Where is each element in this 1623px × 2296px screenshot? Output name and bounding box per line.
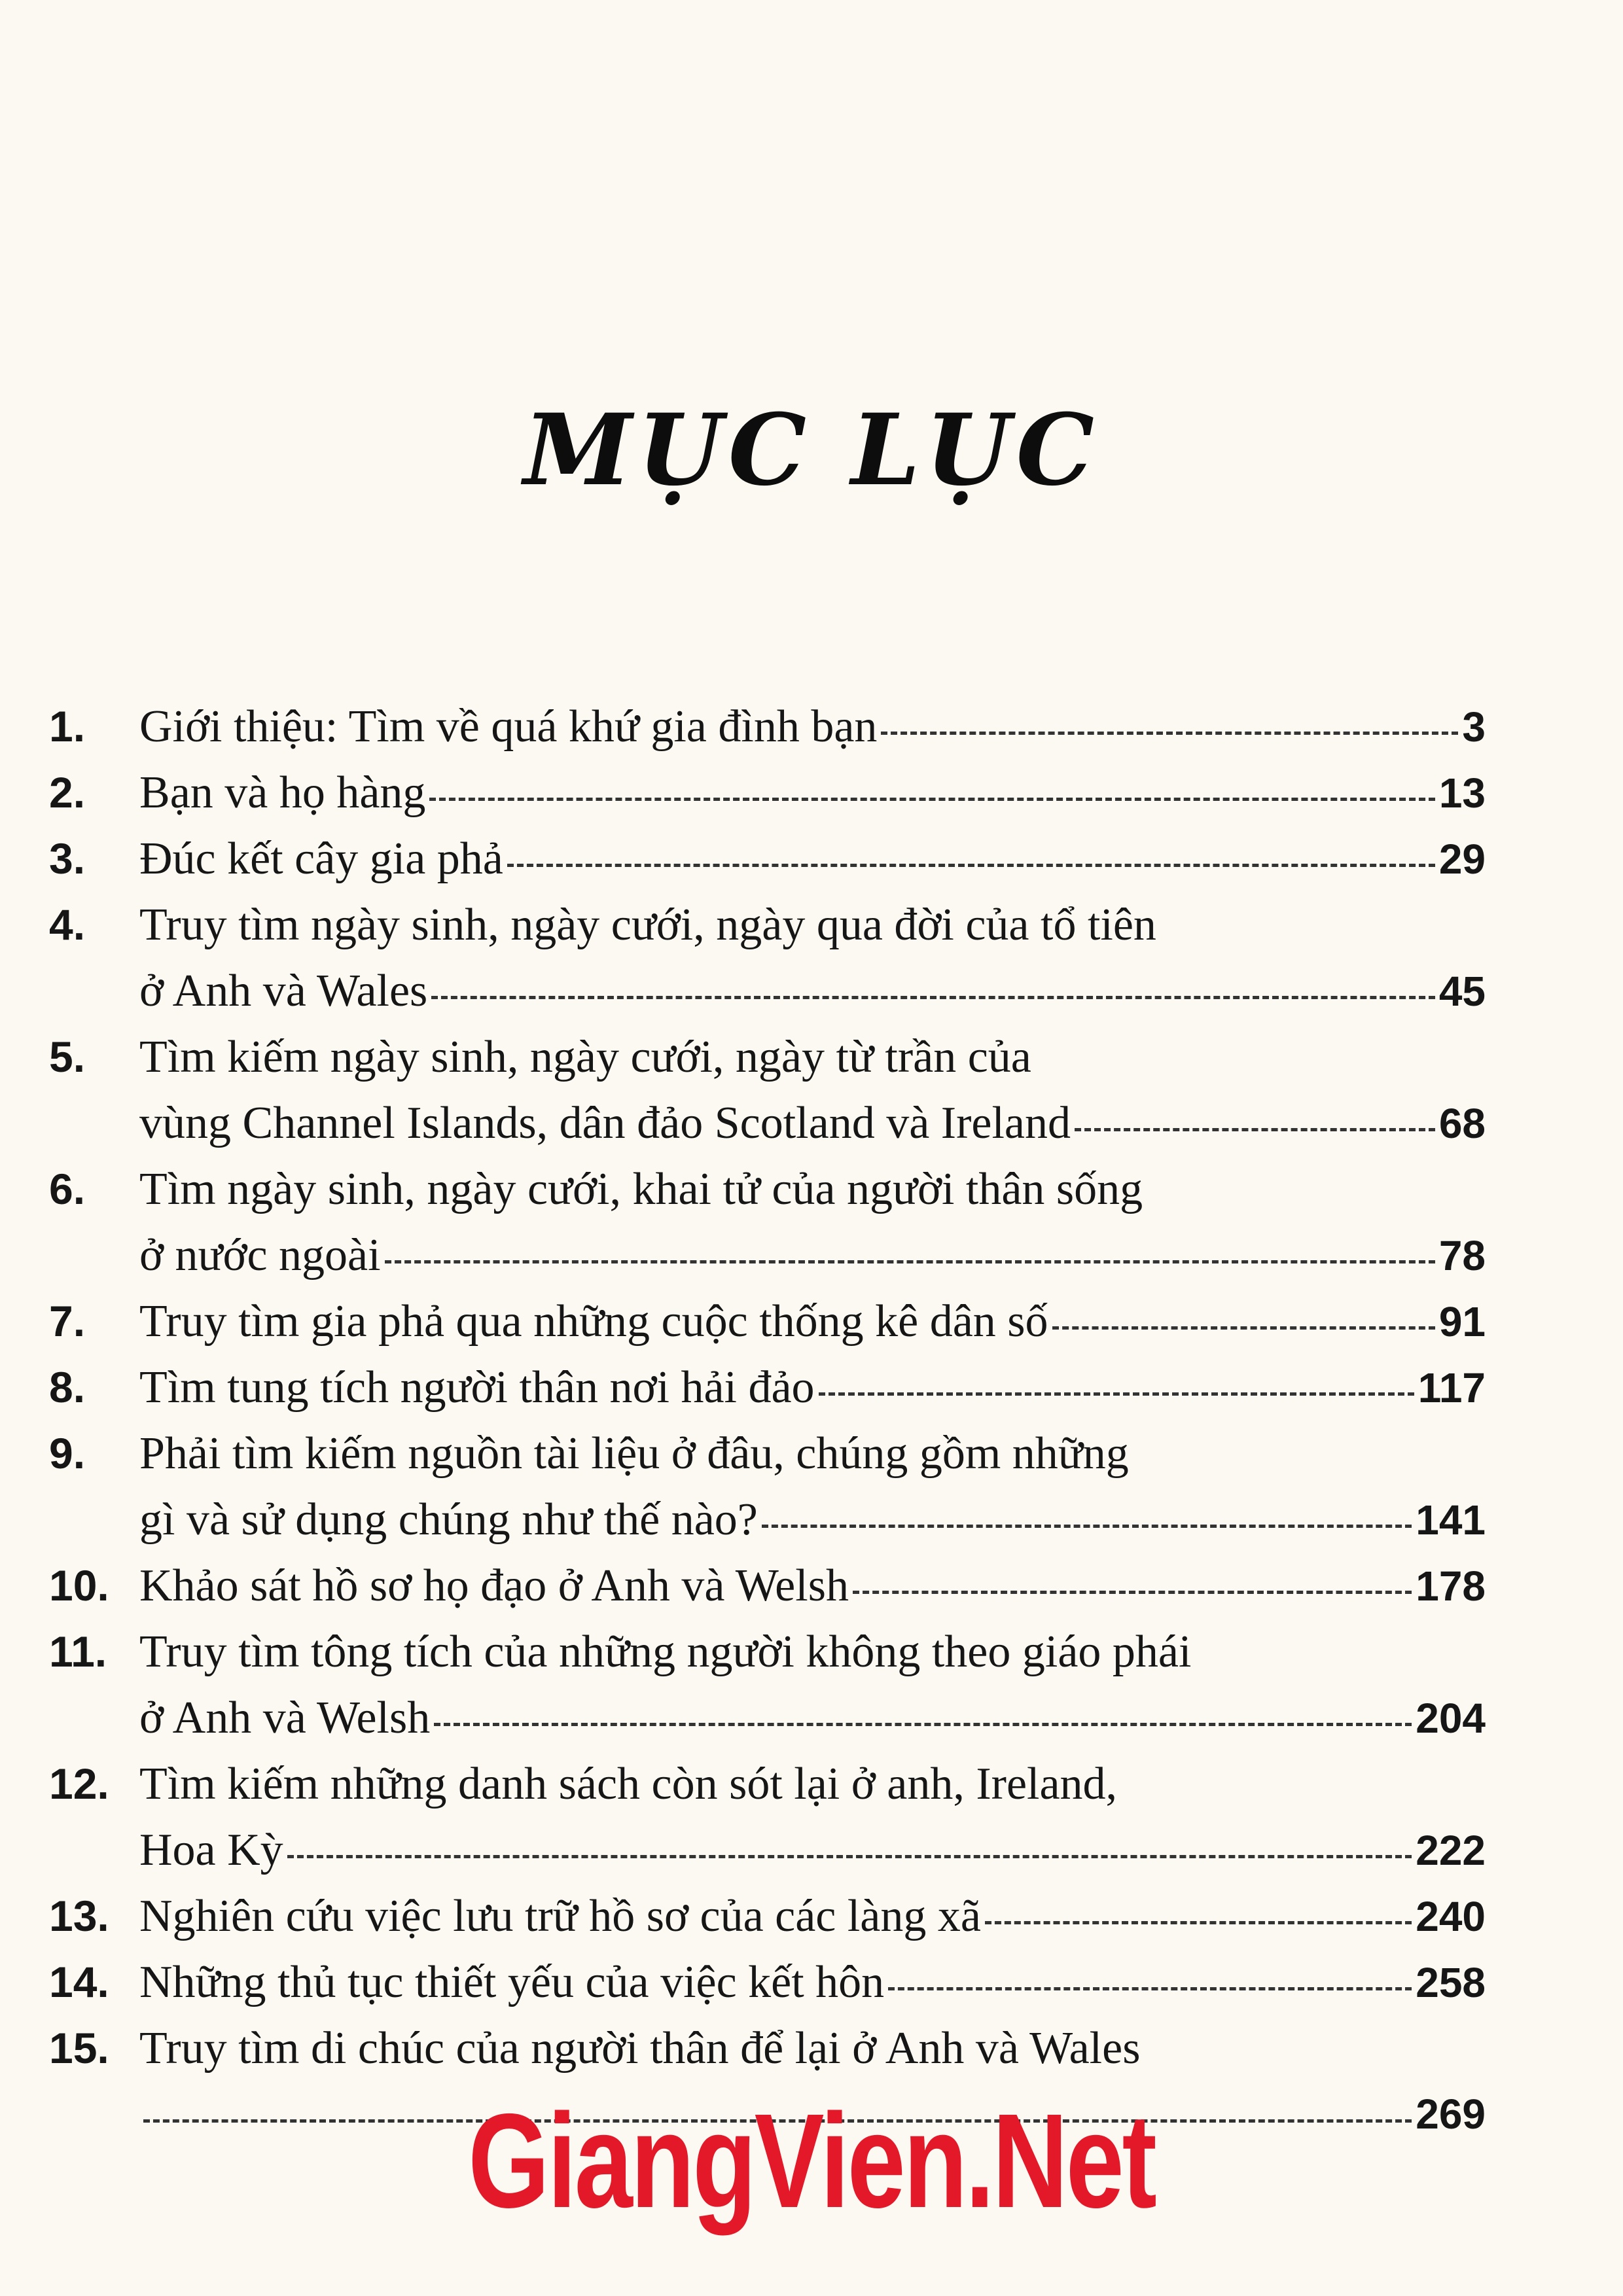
page-title: MỤC LỤC [523,393,1100,508]
page-number: 29 [1438,836,1486,883]
dot-leader [853,1591,1412,1594]
toc-line [49,1354,1486,1421]
entry-title: Truy tìm di chúc của người thân để lại ở Anh và Wales [139,2023,1141,2074]
dot-leader [819,1392,1414,1396]
entry-number: 15. [49,2024,109,2072]
entry-title: ở Anh và Wales [139,966,428,1016]
table-of-contents [49,694,1486,2147]
page-number: 222 [1416,1827,1486,1874]
toc-line [49,1156,1486,1222]
toc-line [49,1222,1486,1288]
toc-line [49,1487,1486,1553]
toc-line [49,1090,1486,1156]
dot-leader [1052,1326,1435,1330]
entry-number: 5. [49,1033,86,1081]
entry-title: Khảo sát hồ sơ họ đạo ở Anh và Welsh [139,1561,849,1611]
entry-number: 11. [49,1627,107,1676]
toc-line [49,1421,1486,1487]
entry-title: Tìm ngày sinh, ngày cưới, khai tử của người thân sống [139,1164,1143,1214]
entry-number: 3. [49,834,86,883]
page-number: 141 [1416,1496,1486,1544]
entry-title: vùng Channel Islands, dân đảo Scotland và Ireland [139,1098,1071,1148]
dot-leader [888,1987,1412,1990]
entry-title: Truy tìm tông tích của những người không theo giáo phái [139,1627,1192,1677]
page-number: 13 [1438,769,1486,817]
toc-line [49,892,1486,958]
entry-title: Truy tìm ngày sinh, ngày cưới, ngày qua đời của tổ tiên [139,900,1156,950]
toc-line [49,2015,1486,2081]
entry-title: ở Anh và Welsh [139,1693,431,1743]
toc-line [49,694,1486,760]
entry-title: Những thủ tục thiết yếu của việc kết hôn [139,1957,885,2007]
entry-title: Bạn và họ hàng [139,768,426,818]
entry-title: Tìm kiếm ngày sinh, ngày cưới, ngày từ trần của [139,1032,1031,1082]
entry-number: 10. [49,1561,109,1610]
page-number: 258 [1416,1959,1486,2006]
entry-title: Truy tìm gia phả qua những cuộc thống kê dân số [139,1296,1048,1347]
dot-leader [507,864,1435,867]
toc-line [49,1288,1486,1354]
toc-line [49,958,1486,1024]
toc-line [49,1949,1486,2015]
dot-leader [431,996,1435,999]
entry-number: 14. [49,1958,109,2006]
page-number: 3 [1462,703,1486,751]
entry-title: gì và sử dụng chúng như thế nào? [139,1494,758,1545]
entry-number: 2. [49,768,86,817]
page-number: 91 [1438,1298,1486,1345]
dot-leader [985,1921,1412,1924]
entry-title: Phải tìm kiếm nguồn tài liệu ở đâu, chúng gồm những [139,1428,1129,1479]
toc-line [49,1024,1486,1090]
page-number: 269 [1416,2091,1486,2138]
entry-number: 12. [49,1759,109,1808]
page-number: 117 [1418,1364,1486,1411]
entry-title: Tìm tung tích người thân nơi hải đảo [139,1362,815,1413]
entry-number: 8. [49,1363,86,1411]
dot-leader [429,798,1435,801]
page-number: 204 [1416,1695,1486,1742]
entry-title: Đúc kết cây gia phả [139,834,503,884]
entry-number: 1. [49,702,86,751]
toc-line [49,760,1486,826]
entry-number: 4. [49,900,86,949]
page-number: 178 [1416,1563,1486,1610]
toc-line [49,1619,1486,1685]
page-number: 240 [1416,1893,1486,1940]
dot-leader [762,1525,1412,1528]
entry-number: 6. [49,1165,86,1213]
entry-number: 7. [49,1297,86,1345]
entry-title: Hoa Kỳ [139,1825,283,1875]
toc-line [49,1751,1486,1817]
dot-leader [287,1855,1412,1858]
dot-leader [881,732,1458,735]
toc-line [49,1817,1486,1883]
toc-line [49,1883,1486,1949]
entry-title: Giới thiệu: Tìm về quá khứ gia đình bạn [139,701,878,752]
entry-number: 9. [49,1429,86,1477]
page-number: 68 [1438,1100,1486,1147]
dot-leader [385,1260,1435,1263]
toc-line [49,1685,1486,1751]
entry-title: ở nước ngoài [139,1230,381,1280]
toc-line [49,1553,1486,1619]
entry-number: 13. [49,1892,109,1940]
entry-title: Nghiên cứu việc lưu trữ hồ sơ của các làng xã [139,1891,981,1941]
toc-line [49,826,1486,892]
page-number: 78 [1438,1232,1486,1279]
page-number: 45 [1438,968,1486,1015]
dot-leader [1075,1128,1435,1131]
watermark-logo: GiangVien.Net [468,2086,1155,2236]
dot-leader [434,1723,1412,1726]
entry-title: Tìm kiếm những danh sách còn sót lại ở anh, Ireland, [139,1759,1118,1809]
